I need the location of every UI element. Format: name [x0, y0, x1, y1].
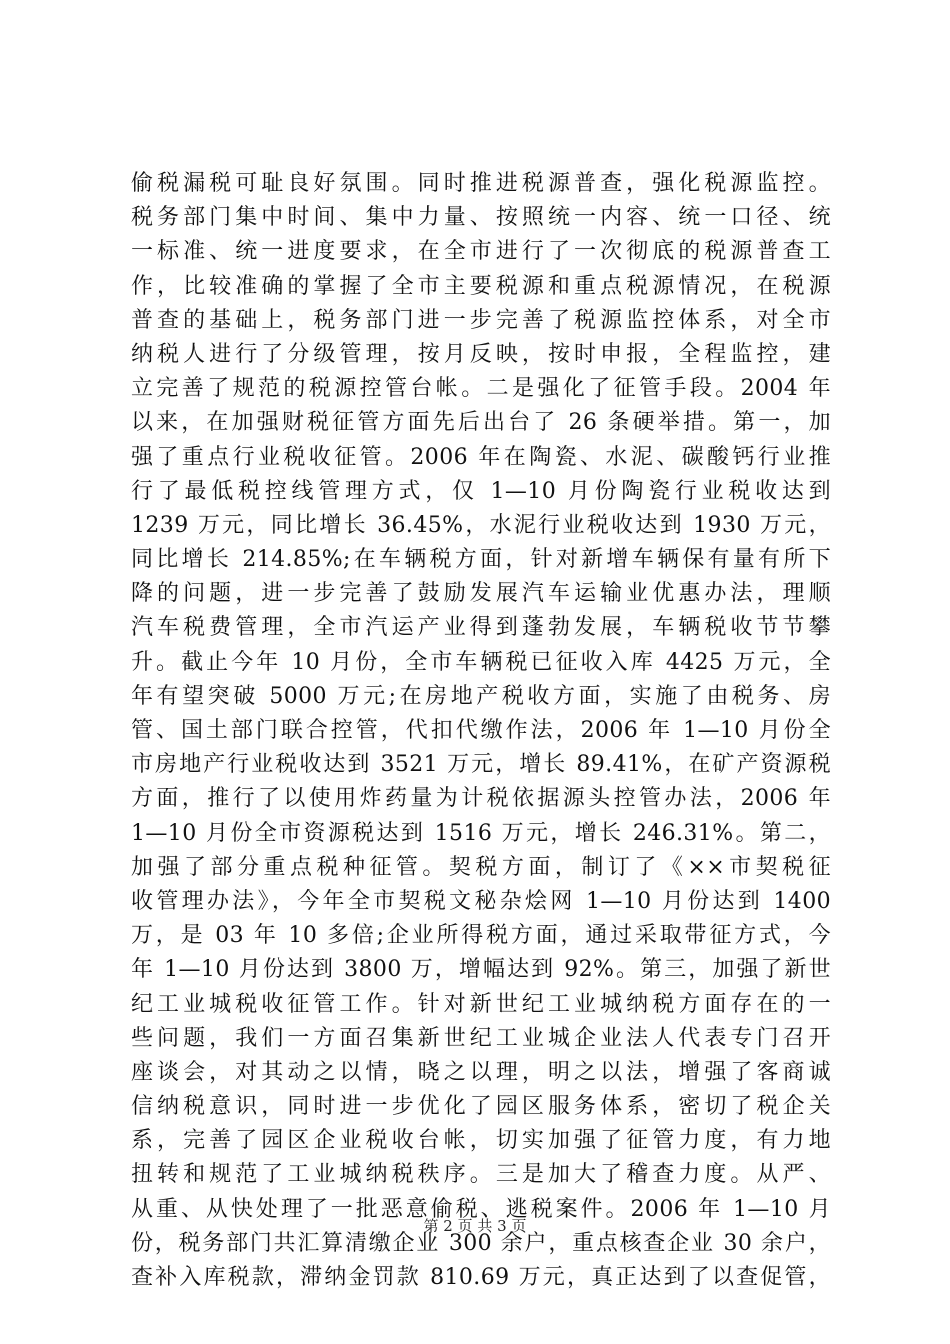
text-line: 同比增长 214.85%;在车辆税方面，针对新增车辆保有量有所下	[131, 547, 831, 573]
text-line: 作，比较准确的掌握了全市主要税源和重点税源情况，在税源	[131, 273, 831, 299]
text-line: 从重、从快处理了一批恶意偷税、逃税案件。2006 年 1—10 月	[131, 1196, 831, 1222]
text-line: 查补入库税款，滞纳金罚款 810.69 万元，真正达到了以查促管，	[131, 1265, 831, 1290]
text-line: 升。截止今年 10 月份，全市车辆税已征收入库 4425 万元，全	[131, 649, 831, 675]
text-line: 系，完善了园区企业税收台帐，切实加强了征管力度，有力地	[131, 1128, 831, 1154]
text-line: 扭转和规范了工业城纳税秩序。三是加大了稽查力度。从严、	[131, 1162, 831, 1188]
text-line: 偷税漏税可耻良好氛围。同时推进税源普查，强化税源监控。	[131, 171, 831, 196]
text-line: 加强了部分重点税种征管。契税方面，制订了《××市契税征	[131, 854, 831, 880]
text-line: 纪工业城税收征管工作。针对新世纪工业城纳税方面存在的一	[131, 991, 831, 1017]
text-line: 强了重点行业税收征管。2006 年在陶瓷、水泥、碳酸钙行业推	[131, 444, 831, 470]
text-line: 行了最低税控线管理方式，仅 1—10 月份陶瓷行业税收达到	[131, 478, 831, 504]
text-line: 立完善了规范的税源控管台帐。二是强化了征管手段。2004 年	[131, 376, 831, 402]
text-line: 万，是 03 年 10 多倍;企业所得税方面，通过采取带征方式，今	[131, 923, 831, 949]
page-footer	[0, 1216, 950, 1236]
text-line: 1239 万元，同比增长 36.45%，水泥行业税收达到 1930 万元，	[131, 512, 831, 538]
body-text	[131, 167, 831, 1295]
text-line: 以来，在加强财税征管方面先后出台了 26 条硬举措。第一，加	[131, 410, 831, 436]
text-line: 汽车税费管理，全市汽运产业得到蓬勃发展，车辆税收节节攀	[131, 615, 831, 641]
text-line: 方面，推行了以使用炸药量为计税依据源头控管办法，2006 年	[131, 786, 831, 812]
text-line: 普查的基础上，税务部门进一步完善了税源监控体系，对全市	[131, 307, 831, 333]
text-line: 1—10 月份全市资源税达到 1516 万元，增长 246.31%。第二，	[131, 820, 831, 846]
text-line: 税务部门集中时间、集中力量、按照统一内容、统一口径、统	[131, 205, 831, 231]
text-line: 纳税人进行了分级管理，按月反映，按时申报，全程监控，建	[131, 341, 831, 367]
text-line: 年有望突破 5000 万元;在房地产税收方面，实施了由税务、房	[131, 683, 831, 709]
text-line: 座谈会，对其动之以情，晓之以理，明之以法，增强了客商诚	[131, 1059, 831, 1085]
text-line: 一标准、统一进度要求，在全市进行了一次彻底的税源普查工	[131, 239, 831, 265]
text-line: 收管理办法》，今年全市契税文秘杂烩网 1—10 月份达到 1400	[131, 888, 831, 914]
text-line: 降的问题，进一步完善了鼓励发展汽车运输业优惠办法，理顺	[131, 581, 831, 607]
text-line: 份，税务部门共汇算清缴企业 300 余户，重点核查企业 30 余户，	[131, 1230, 831, 1256]
text-line: 信纳税意识，同时进一步优化了园区服务体系，密切了税企关	[131, 1094, 831, 1120]
page-number-label: 第 2 页 共 3 页	[423, 1217, 527, 1235]
text-line: 些问题，我们一方面召集新世纪工业城企业法人代表专门召开	[131, 1025, 831, 1051]
text-line: 年 1—10 月份达到 3800 万，增幅达到 92%。第三，加强了新世	[131, 957, 831, 983]
text-line: 管、国土部门联合控管，代扣代缴作法，2006 年 1—10 月份全	[131, 718, 831, 743]
text-line: 市房地产行业税收达到 3521 万元，增长 89.41%，在矿产资源税	[131, 752, 831, 778]
